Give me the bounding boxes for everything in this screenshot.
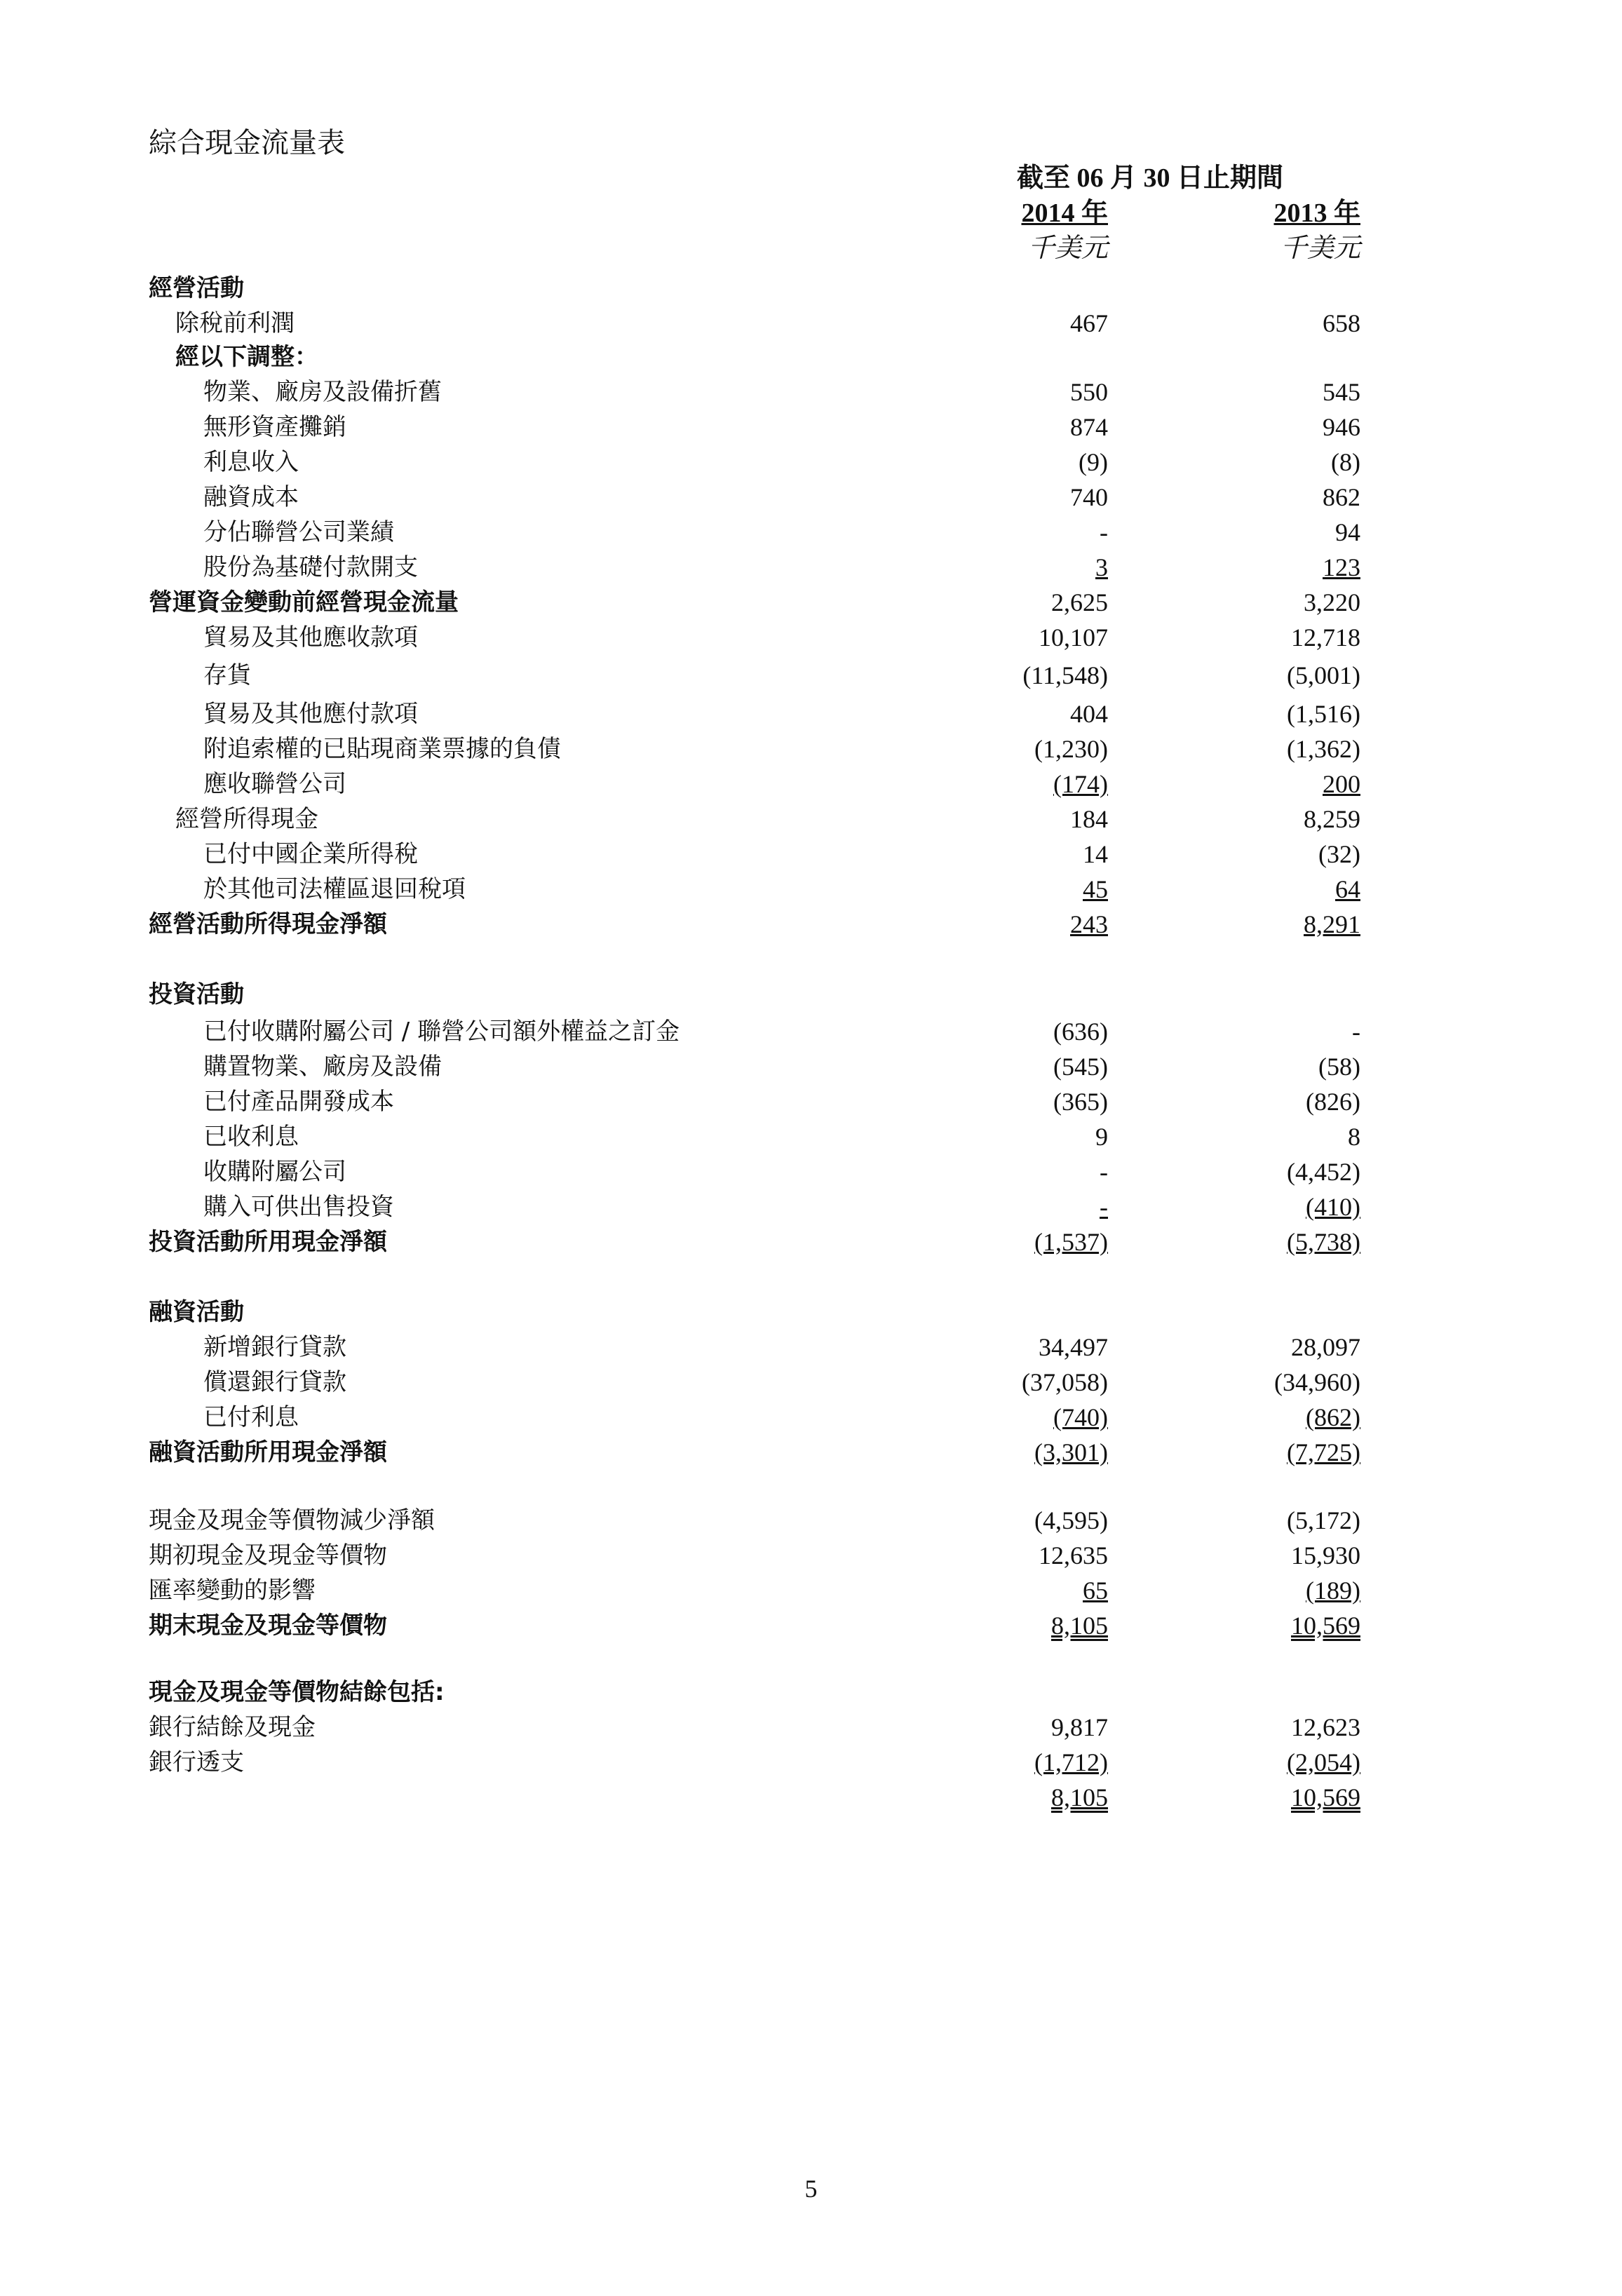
row-label: 已付中國企業所得稅 [203,840,418,868]
value-2013: 658 [1323,309,1360,337]
table-row [0,481,1622,513]
value-2013: 123 [1323,553,1360,581]
value-2014: 14 [1083,840,1108,868]
value-2014: 10,107 [1039,623,1108,651]
row-label: 投資活動所用現金淨額 [149,1228,387,1256]
table-row [0,621,1622,654]
value-2014: (9) [1079,448,1108,476]
row-label: 股份為基礎付款開支 [203,553,418,581]
table-row [0,1121,1622,1153]
value-2014: - [1100,518,1108,546]
table-row [0,1051,1622,1083]
value-2014: 9,817 [1051,1713,1108,1741]
value-2013: (5,738) [1287,1228,1360,1256]
row-label: 收購附屬公司 [203,1158,346,1186]
row-label: 匯率變動的影響 [149,1576,316,1605]
row-label: 新增銀行貸款 [203,1333,346,1361]
value-2013: (58) [1318,1053,1360,1081]
table-row [0,908,1622,940]
value-2014: 874 [1070,413,1108,441]
value-2014: (365) [1053,1088,1108,1116]
table-row [0,376,1622,408]
table-row [0,1401,1622,1433]
table-row [0,551,1622,583]
row-label: 已付利息 [203,1403,299,1431]
row-label: 存貨 [203,661,251,689]
value-2014: 8,105 [1051,1783,1108,1811]
table-row [0,1331,1622,1363]
table-row [0,307,1622,339]
value-2014: (3,301) [1034,1438,1108,1466]
table-row [0,1436,1622,1468]
value-2013: 8,259 [1304,805,1360,833]
value-2013: (34,960) [1274,1368,1360,1396]
table-row [0,1191,1622,1223]
row-label: 購置物業、廠房及設備 [203,1053,442,1081]
value-2013: (2,054) [1287,1748,1360,1776]
value-2013: (4,452) [1287,1158,1360,1186]
value-2014: (174) [1053,770,1108,798]
row-label: 經以下調整： [175,343,318,371]
value-2014: (37,058) [1022,1368,1108,1396]
table-row [0,978,1622,1011]
value-2013: - [1352,1018,1360,1046]
row-label: 無形資產攤銷 [203,413,346,441]
value-2014: (1,230) [1034,735,1108,763]
value-2014: 2,625 [1051,588,1108,616]
page-title: 綜合現金流量表 [149,127,345,159]
value-2013: 200 [1323,770,1360,798]
value-2013: 8,291 [1304,910,1360,938]
row-label: 應收聯營公司 [203,770,346,798]
row-label: 分佔聯營公司業績 [203,518,394,546]
row-label: 期初現金及現金等價物 [149,1541,387,1569]
value-2014: 550 [1070,378,1108,406]
value-2014: 65 [1083,1576,1108,1605]
row-label: 經營所得現金 [175,805,318,833]
value-2013: (862) [1306,1403,1360,1431]
value-2014: 740 [1070,483,1108,511]
value-2013: (5,172) [1287,1506,1360,1534]
value-2014: (545) [1053,1053,1108,1081]
value-2013: 3,220 [1304,588,1360,616]
table-row [0,733,1622,765]
value-2014: 404 [1070,700,1108,728]
value-2013: 8 [1348,1123,1360,1151]
row-label: 於其他司法權區退回稅項 [203,875,466,903]
table-row [0,516,1622,548]
value-2014: - [1100,1193,1108,1221]
row-label: 期末現金及現金等價物 [149,1612,387,1640]
value-2013: 946 [1323,413,1360,441]
table-row [0,1746,1622,1778]
table-row [0,1781,1622,1814]
value-2013: (5,001) [1287,661,1360,689]
table-row [0,1156,1622,1188]
row-label: 融資活動 [149,1298,244,1326]
value-2014: 8,105 [1051,1612,1108,1640]
row-label: 融資活動所用現金淨額 [149,1438,387,1466]
row-label: 物業、廠房及設備折舊 [203,378,442,406]
value-2013: 10,569 [1291,1612,1360,1640]
value-2014: (1,712) [1034,1748,1108,1776]
row-label: 除稅前利潤 [175,309,295,337]
table-row [0,659,1622,691]
row-label: 已付產品開發成本 [203,1088,394,1116]
value-2013: (189) [1306,1576,1360,1605]
value-2014: (636) [1053,1018,1108,1046]
value-2014: 467 [1070,309,1108,337]
value-2014: 12,635 [1039,1541,1108,1569]
table-row [0,1504,1622,1537]
value-2013: 12,718 [1291,623,1360,651]
year-2014-header: 2014 年 [1021,198,1108,228]
value-2013: (7,725) [1287,1438,1360,1466]
table-row [0,1574,1622,1607]
year-2013-header: 2013 年 [1273,198,1360,228]
page-number: 5 [804,2175,818,2203]
row-label: 利息收入 [203,448,299,476]
row-label: 營運資金變動前經營現金流量 [149,588,459,616]
table-row [0,1676,1622,1708]
value-2013: 545 [1323,378,1360,406]
row-label: 經營活動所得現金淨額 [149,910,387,938]
value-2014: 243 [1070,910,1108,938]
value-2014: 45 [1083,875,1108,903]
row-label: 銀行透支 [149,1748,244,1776]
row-label: 附追索權的已貼現商業票據的負債 [203,735,561,763]
table-row [0,411,1622,443]
value-2013: 15,930 [1291,1541,1360,1569]
unit-2014-header: 千美元 [1027,234,1108,263]
value-2014: (4,595) [1034,1506,1108,1534]
row-label: 經營活動 [149,274,244,302]
unit-2013-header: 千美元 [1280,234,1360,263]
table-row [0,446,1622,478]
table-row [0,873,1622,905]
value-2014: 3 [1095,553,1108,581]
period-header: 截至 06 月 30 日止期間 [1017,163,1284,193]
row-label: 現金及現金等價物減少淨額 [149,1506,435,1534]
table-row [0,768,1622,800]
table-row [0,1296,1622,1328]
row-label: 貿易及其他應收款項 [203,623,418,651]
row-label: 償還銀行貸款 [203,1368,346,1396]
table-row [0,1086,1622,1118]
value-2013: (8) [1331,448,1360,476]
value-2013: (410) [1306,1193,1360,1221]
value-2014: (1,537) [1034,1228,1108,1256]
table-row [0,803,1622,835]
table-row [0,1226,1622,1258]
value-2013: 64 [1335,875,1360,903]
table-row [0,341,1622,373]
value-2014: (740) [1053,1403,1108,1431]
row-label: 已付收購附屬公司 / 聯營公司額外權益之訂金 [203,1018,680,1046]
row-label: 現金及現金等價物結餘包括: [149,1678,445,1706]
table-row [0,1366,1622,1398]
table-row [0,1711,1622,1743]
value-2014: 34,497 [1039,1333,1108,1361]
row-label: 已收利息 [203,1123,299,1151]
value-2014: 9 [1095,1123,1108,1151]
row-label: 銀行結餘及現金 [149,1713,316,1741]
value-2013: (1,516) [1287,700,1360,728]
row-label: 融資成本 [203,483,299,511]
row-label: 購入可供出售投資 [203,1193,394,1221]
value-2014: (11,548) [1022,661,1108,689]
row-label: 投資活動 [149,980,244,1008]
value-2013: (826) [1306,1088,1360,1116]
value-2013: (1,362) [1287,735,1360,763]
value-2013: (32) [1318,840,1360,868]
value-2013: 10,569 [1291,1783,1360,1811]
table-row [0,1609,1622,1642]
table-row [0,1015,1622,1048]
table-row [0,838,1622,870]
row-label: 貿易及其他應付款項 [203,700,418,728]
value-2014: 184 [1070,805,1108,833]
table-row [0,1539,1622,1572]
table-row [0,272,1622,304]
value-2013: 862 [1323,483,1360,511]
table-row [0,586,1622,619]
table-row [0,698,1622,730]
value-2013: 94 [1335,518,1360,546]
value-2013: 12,623 [1291,1713,1360,1741]
value-2014: - [1100,1158,1108,1186]
value-2013: 28,097 [1291,1333,1360,1361]
